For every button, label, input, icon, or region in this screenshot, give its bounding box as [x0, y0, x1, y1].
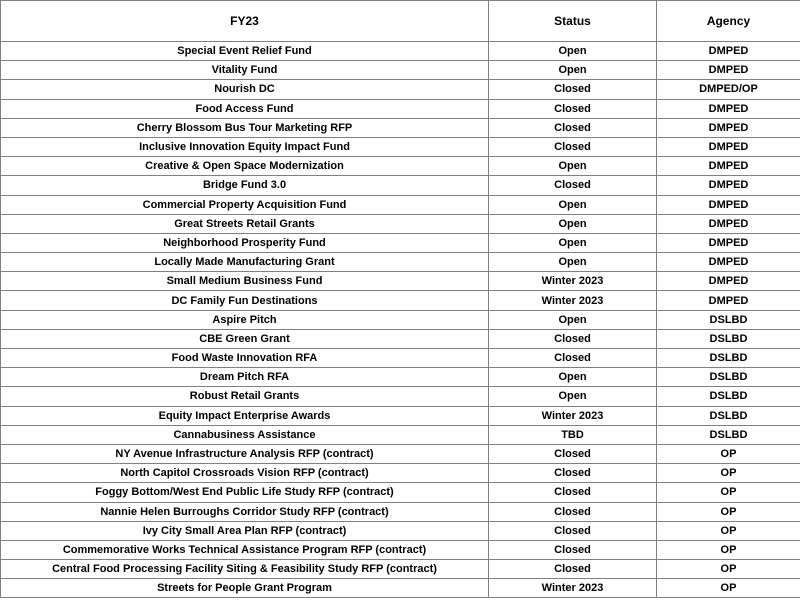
header-status: Status	[489, 1, 657, 42]
status-cell: Closed	[489, 540, 657, 559]
table-row	[1, 425, 800, 444]
agency-cell: DSLBD	[657, 368, 800, 387]
status-cell: Closed	[489, 80, 657, 99]
status-cell: Closed	[489, 521, 657, 540]
agency-cell: DSLBD	[657, 310, 800, 329]
status-cell: Closed	[489, 176, 657, 195]
table-row	[1, 406, 800, 425]
agency-cell: DMPED	[657, 253, 800, 272]
status-cell: Closed	[489, 444, 657, 463]
program-name-cell: Robust Retail Grants	[1, 387, 489, 406]
program-name-cell: North Capitol Crossroads Vision RFP (contract)	[1, 464, 489, 483]
agency-cell: DMPED	[657, 99, 800, 118]
table-row	[1, 80, 800, 99]
table-row	[1, 137, 800, 156]
table-row	[1, 502, 800, 521]
table-row	[1, 483, 800, 502]
agency-cell: DMPED	[657, 214, 800, 233]
table-row	[1, 233, 800, 252]
table-row	[1, 118, 800, 137]
program-name-cell: Creative & Open Space Modernization	[1, 157, 489, 176]
agency-cell: DMPED	[657, 176, 800, 195]
status-cell: Closed	[489, 99, 657, 118]
program-name-cell: DC Family Fun Destinations	[1, 291, 489, 310]
table-row	[1, 387, 800, 406]
status-cell: Open	[489, 61, 657, 80]
status-cell: Closed	[489, 483, 657, 502]
agency-cell: DSLBD	[657, 406, 800, 425]
table-row	[1, 272, 800, 291]
status-cell: Open	[489, 387, 657, 406]
agency-cell: DMPED	[657, 42, 800, 61]
header-agency: Agency	[657, 1, 800, 42]
table-row	[1, 291, 800, 310]
agency-cell: DMPED	[657, 61, 800, 80]
agency-cell: OP	[657, 579, 800, 598]
program-name-cell: Small Medium Business Fund	[1, 272, 489, 291]
table-row	[1, 521, 800, 540]
table-row	[1, 368, 800, 387]
header-row	[1, 1, 800, 42]
status-cell: Open	[489, 42, 657, 61]
program-name-cell: Streets for People Grant Program	[1, 579, 489, 598]
agency-cell: OP	[657, 560, 800, 579]
status-cell: Open	[489, 233, 657, 252]
program-name-cell: Equity Impact Enterprise Awards	[1, 406, 489, 425]
agency-cell: DMPED	[657, 195, 800, 214]
program-name-cell: Bridge Fund 3.0	[1, 176, 489, 195]
table-row	[1, 464, 800, 483]
status-cell: Closed	[489, 560, 657, 579]
program-name-cell: Special Event Relief Fund	[1, 42, 489, 61]
status-cell: Open	[489, 157, 657, 176]
status-cell: Open	[489, 310, 657, 329]
agency-cell: DSLBD	[657, 349, 800, 368]
status-cell: Open	[489, 253, 657, 272]
agency-cell: DSLBD	[657, 329, 800, 348]
table-row	[1, 157, 800, 176]
agency-cell: OP	[657, 502, 800, 521]
agency-cell: DMPED	[657, 233, 800, 252]
program-name-cell: Cannabusiness Assistance	[1, 425, 489, 444]
agency-cell: OP	[657, 483, 800, 502]
program-name-cell: Ivy City Small Area Plan RFP (contract)	[1, 521, 489, 540]
status-cell: Open	[489, 195, 657, 214]
program-name-cell: Cherry Blossom Bus Tour Marketing RFP	[1, 118, 489, 137]
table-row	[1, 253, 800, 272]
program-name-cell: Great Streets Retail Grants	[1, 214, 489, 233]
agency-cell: DSLBD	[657, 387, 800, 406]
status-cell: Winter 2023	[489, 406, 657, 425]
status-cell: Closed	[489, 118, 657, 137]
header-fy23: FY23	[1, 1, 489, 42]
agency-cell: OP	[657, 521, 800, 540]
program-name-cell: Food Waste Innovation RFA	[1, 349, 489, 368]
program-name-cell: Central Food Processing Facility Siting & Feasibility Study RFP (contract)	[1, 560, 489, 579]
program-name-cell: Neighborhood Prosperity Fund	[1, 233, 489, 252]
table-row	[1, 444, 800, 463]
program-name-cell: Commemorative Works Technical Assistance Program RFP (contract)	[1, 540, 489, 559]
agency-cell: DMPED	[657, 291, 800, 310]
table-row	[1, 540, 800, 559]
program-name-cell: NY Avenue Infrastructure Analysis RFP (contract)	[1, 444, 489, 463]
agency-cell: DMPED	[657, 137, 800, 156]
program-name-cell: Nourish DC	[1, 80, 489, 99]
table-row	[1, 214, 800, 233]
status-cell: Open	[489, 214, 657, 233]
table-row	[1, 61, 800, 80]
agency-cell: DMPED	[657, 118, 800, 137]
agency-cell: OP	[657, 540, 800, 559]
program-name-cell: Commercial Property Acquisition Fund	[1, 195, 489, 214]
status-cell: Winter 2023	[489, 579, 657, 598]
status-cell: TBD	[489, 425, 657, 444]
program-name-cell: Aspire Pitch	[1, 310, 489, 329]
table-row	[1, 579, 800, 598]
program-name-cell: Locally Made Manufacturing Grant	[1, 253, 489, 272]
status-cell: Winter 2023	[489, 272, 657, 291]
status-cell: Closed	[489, 464, 657, 483]
table-row	[1, 176, 800, 195]
agency-cell: OP	[657, 464, 800, 483]
agency-cell: DMPED	[657, 157, 800, 176]
program-name-cell: Inclusive Innovation Equity Impact Fund	[1, 137, 489, 156]
agency-cell: OP	[657, 444, 800, 463]
agency-cell: DSLBD	[657, 425, 800, 444]
program-name-cell: Nannie Helen Burroughs Corridor Study RFP (contract)	[1, 502, 489, 521]
program-name-cell: Food Access Fund	[1, 99, 489, 118]
status-cell: Winter 2023	[489, 291, 657, 310]
table-row	[1, 560, 800, 579]
program-name-cell: Foggy Bottom/West End Public Life Study RFP (contract)	[1, 483, 489, 502]
program-name-cell: CBE Green Grant	[1, 329, 489, 348]
agency-cell: DMPED	[657, 272, 800, 291]
table-row	[1, 42, 800, 61]
status-cell: Closed	[489, 502, 657, 521]
table-row	[1, 310, 800, 329]
status-cell: Open	[489, 368, 657, 387]
agency-cell: DMPED/OP	[657, 80, 800, 99]
status-cell: Closed	[489, 329, 657, 348]
table-row	[1, 349, 800, 368]
status-cell: Closed	[489, 349, 657, 368]
status-cell: Closed	[489, 137, 657, 156]
table-row	[1, 99, 800, 118]
table-row	[1, 329, 800, 348]
program-name-cell: Dream Pitch RFA	[1, 368, 489, 387]
program-name-cell: Vitality Fund	[1, 61, 489, 80]
table-row	[1, 195, 800, 214]
